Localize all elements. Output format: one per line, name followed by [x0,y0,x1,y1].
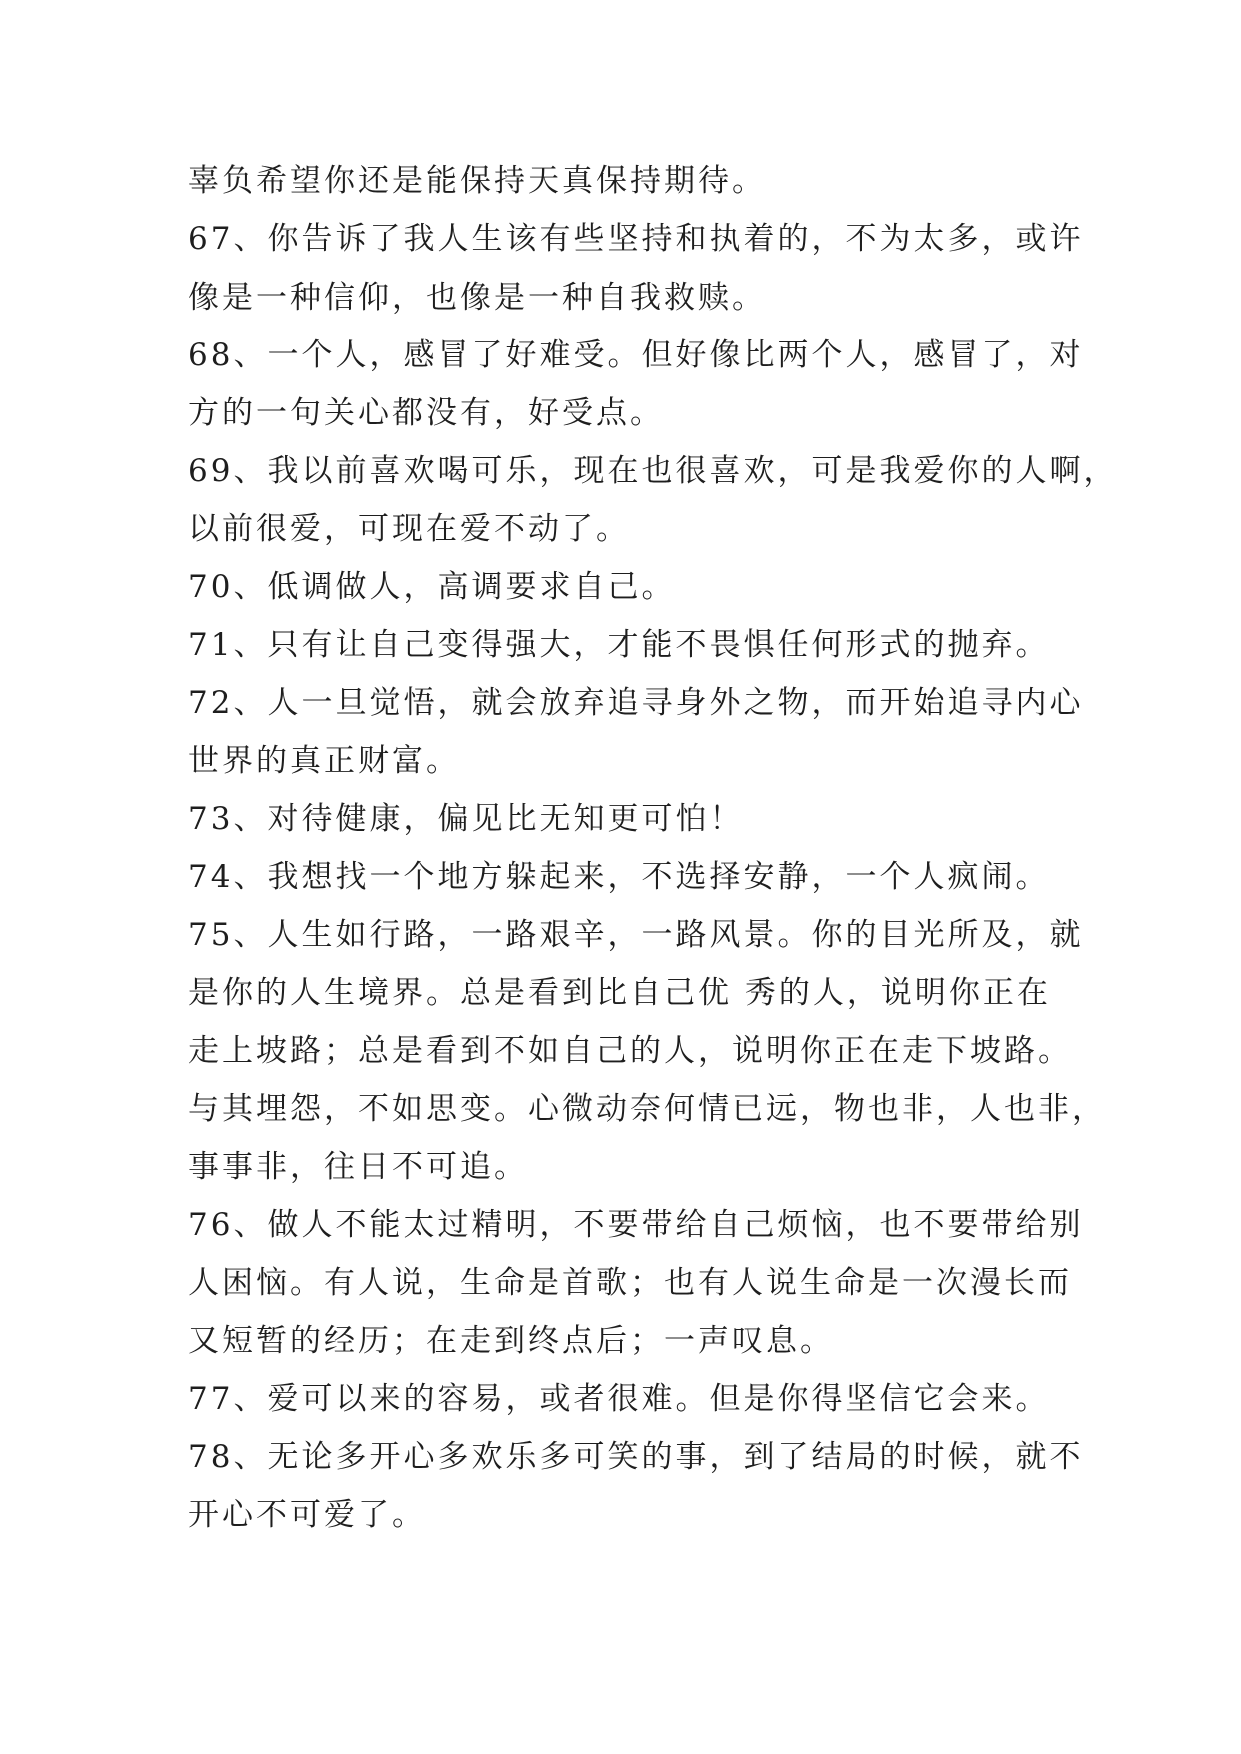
text-line: 75、人生如行路，一路艰辛，一路风景。你的目光所及，就 [188,917,1084,953]
text-line: 76、做人不能太过精明，不要带给自己烦恼，也不要带给别 [188,1207,1084,1243]
text-line: 以前很爱，可现在爱不动了。 [188,511,630,547]
text-line: 73、对待健康，偏见比无知更可怕！ [188,801,744,837]
text-line: 世界的真正财富。 [188,743,460,779]
text-line: 68、一个人，感冒了好难受。但好像比两个人，感冒了，对 [188,337,1084,373]
text-line: 是你的人生境界。总是看到比自己优 秀的人，说明你正在 [188,975,1051,1011]
text-line: 70、低调做人，高调要求自己。 [188,569,676,605]
text-line: 事事非，往日不可追。 [188,1149,528,1185]
text-line: 67、你告诉了我人生该有些坚持和执着的，不为太多，或许 [188,221,1084,257]
text-line: 像是一种信仰，也像是一种自我救赎。 [188,280,766,316]
text-line: 69、我以前喜欢喝可乐，现在也很喜欢，可是我爱你的人啊， [188,453,1118,489]
text-line: 又短暂的经历；在走到终点后；一声叹息。 [188,1323,834,1359]
text-line: 71、只有让自己变得强大，才能不畏惧任何形式的抛弃。 [188,627,1050,663]
text-line: 与其埋怨，不如思变。心微动奈何情已远，物也非，人也非， [188,1091,1106,1127]
text-line: 77、爱可以来的容易，或者很难。但是你得坚信它会来。 [188,1381,1050,1417]
text-line: 辜负希望你还是能保持天真保持期待。 [188,163,766,199]
text-line: 方的一句关心都没有，好受点。 [188,395,664,431]
text-line: 开心不可爱了。 [188,1497,426,1533]
text-line: 人困恼。有人说，生命是首歌；也有人说生命是一次漫长而 [188,1265,1072,1301]
text-line: 走上坡路；总是看到不如自己的人，说明你正在走下坡路。 [188,1033,1072,1069]
text-line: 74、我想找一个地方躲起来，不选择安静，一个人疯闹。 [188,859,1050,895]
text-line: 72、人一旦觉悟，就会放弃追寻身外之物，而开始追寻内心 [188,685,1084,721]
text-line: 78、无论多开心多欢乐多可笑的事，到了结局的时候，就不 [188,1439,1084,1475]
